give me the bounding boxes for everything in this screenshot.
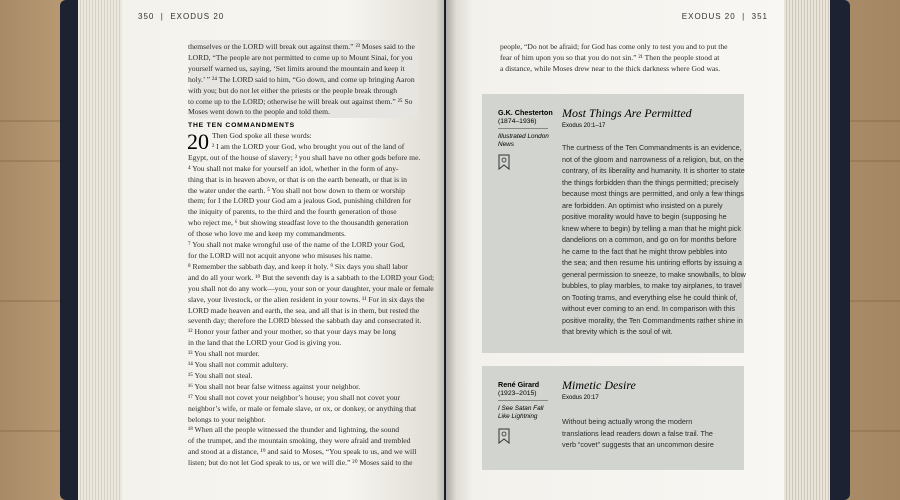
box-line: verb “covet” suggests that an uncommon desire: [562, 440, 714, 449]
box-line: positive morality, the Ten Commandments rather shine in: [562, 315, 743, 325]
left-page-number: 350: [138, 12, 155, 21]
text-line: you shall not do any work—you, your son or your daughter, your male or female: [188, 283, 434, 293]
text-line: ¹⁵ You shall not steal.: [188, 370, 253, 380]
commentary-box-chesterton: [482, 94, 744, 353]
box-line: on Tooting trams, and everything else he could think of,: [562, 292, 738, 302]
section-heading: THE TEN COMMANDMENTS: [188, 122, 295, 129]
text-line: ¹⁸ When all the people witnessed the thunder and lightning, the sound: [188, 425, 400, 435]
box-line: because most things are permitted, and only a few things: [562, 189, 744, 198]
text-line: the water under the earth. ⁵ You shall not bow down to them or worship: [188, 185, 405, 195]
right-top-passage: [500, 42, 728, 75]
box-line: translations lead readers down a false trail. The: [562, 428, 713, 438]
right-running-head: EXODUS 20 | 351: [681, 12, 768, 21]
box-line: bubbles, to play marbles, to make toy airplanes, to travel: [562, 281, 742, 290]
text-line: with you; but do not let either the priests or the people break through: [188, 85, 397, 95]
box-line: that brevity which is the soul of wit.: [562, 327, 673, 336]
left-top-passage: [188, 42, 415, 118]
text-line: and do all your work. ¹⁰ But the seventh day is a sabbath to the LORD your God;: [188, 272, 435, 282]
text-line: LORD made heaven and earth, the sea, and all that is in them, but rested the: [188, 305, 420, 315]
box-source: [498, 133, 549, 150]
text-line: ⁸ Remember the sabbath day, and keep it holy. ⁹ Six days you shall labor: [188, 261, 408, 271]
box-line: without ever coming to an end. In comparison with this: [562, 304, 735, 313]
text-line: yourself warned us, saying, ‘Set limits around the mountain and keep it: [188, 63, 405, 73]
text-line: of the trumpet, and the mountain smoking, they were afraid and trembled: [188, 436, 411, 446]
text-line: them; for I the LORD your God am a jealous God, punishing children for: [188, 196, 412, 206]
text-line: to come up to the LORD; otherwise he will break out against them.” ²⁵ So: [188, 96, 413, 106]
text-line: the iniquity of parents, to the third and the fourth generation of those: [188, 207, 397, 217]
left-book-chapter: EXODUS 20: [170, 12, 225, 21]
box-line: positive morality would have to begin (supposing he: [562, 212, 727, 221]
box-dates: (1874–1936): [498, 118, 537, 125]
text-line: a distance, while Moses drew near to the thick darkness where God was.: [500, 63, 721, 73]
text-line: Then God spoke all these words:: [212, 131, 312, 140]
box-author: René Girard: [498, 380, 540, 389]
right-page-edges: [784, 0, 830, 500]
commentary-box-girard: [482, 366, 744, 470]
box-body: [562, 142, 746, 338]
right-book-chapter: EXODUS 20: [681, 12, 736, 21]
box-source-line: I See Satan Fall: [498, 405, 544, 412]
bookmark-emblem-icon: [498, 428, 510, 444]
box-line: dandelions on a common, and go on for months before: [562, 235, 737, 244]
text-line: Egypt, out of the house of slavery; ³ you shall have no other gods before me.: [188, 152, 421, 162]
text-line: ⁷ You shall not make wrongful use of the name of the LORD your God,: [188, 240, 405, 250]
box-line: are forbidden. An optimist who insisted on a purely: [562, 200, 723, 210]
left-page-edges: [78, 0, 128, 500]
box-title: Most Things Are Permitted: [562, 106, 692, 120]
box-dates: (1923–2015): [498, 390, 537, 397]
box-title: Mimetic Desire: [562, 378, 636, 392]
box-author: G.K. Chesterton: [498, 108, 553, 117]
box-line: Without being actually wrong the modern: [562, 417, 693, 426]
text-line: thing that is in heaven above, or that is on the earth beneath, or that is in: [188, 174, 407, 184]
box-line: not of the gloom and narrowness of a religion, but, on the: [562, 154, 744, 164]
box-line: general permission to sneeze, to make snowballs, to blow: [562, 269, 746, 279]
book-gutter: [436, 0, 456, 500]
left-running-head: 350 | EXODUS 20: [138, 12, 225, 21]
box-source: [498, 405, 543, 422]
box-source-line: News: [498, 141, 514, 149]
text-line: in the land that the LORD your God is giving you.: [188, 338, 342, 348]
box-line: contrary, of its liberality and humanity. It is shorter to state: [562, 166, 745, 175]
right-page-number: 351: [751, 12, 768, 21]
text-line: belongs to your neighbor.: [188, 414, 266, 424]
text-line: neighbor’s wife, or male or female slave, or ox, or donkey, or anything that: [188, 403, 417, 413]
text-line: LORD, “The people are not permitted to come up to Mount Sinai, for you: [188, 52, 413, 62]
text-line: ¹⁷ You shall not covet your neighbor’s house; you shall not covet your: [188, 392, 401, 402]
text-line: people, “Do not be afraid; for God has come only to test you and to put the: [500, 42, 728, 51]
text-line: ¹² Honor your father and your mother, so that your days may be long: [188, 327, 396, 337]
bookmark-emblem-icon: [498, 154, 510, 170]
box-line: the sea; and then resume his untiring efforts by issuing a: [562, 258, 743, 267]
box-reference: Exodus 20:1–17: [562, 123, 606, 129]
box-line: The curtness of the Ten Commandments is an evidence,: [562, 143, 742, 152]
text-line: for the LORD will not acquit anyone who misuses his name.: [188, 250, 373, 260]
box-line: the things forbidden than the things permitted; precisely: [562, 177, 739, 187]
box-body: [562, 416, 714, 451]
box-line: knew where to begin) by telling a man that he might pick: [562, 223, 741, 233]
box-rule: [498, 128, 548, 129]
text-line: fear of him upon you so that you do not sin.” ²¹ Then the people stood at: [500, 52, 720, 62]
box-source-line: Illustrated London: [498, 133, 549, 140]
left-main-passage: [188, 131, 434, 469]
text-line: themselves or the LORD will break out against them.” ²³ Moses said to the: [188, 42, 415, 51]
text-line: ¹³ You shall not murder.: [188, 349, 260, 359]
box-line: he came to the fact that he might throw pebbles into: [562, 246, 728, 256]
text-line: ¹⁶ You shall not bear false witness against your neighbor.: [188, 381, 361, 391]
text-line: ² I am the LORD your God, who brought you out of the land of: [212, 141, 405, 151]
box-source-line: Like Lightning: [498, 413, 538, 421]
text-line: holy.’ ” ²⁴ The LORD said to him, “Go down, and come up bringing Aaron: [188, 74, 415, 84]
text-line: Moses went down to the people and told them.: [188, 107, 330, 117]
text-line: who reject me, ⁶ but showing steadfast love to the thousandth generation: [188, 218, 409, 228]
text-line: listen; but do not let God speak to us, or we will die.” ²⁰ Moses said to the: [188, 458, 413, 468]
chapter-number: 20: [187, 129, 209, 154]
box-rule: [498, 400, 548, 401]
text-line: slave, your livestock, or the alien resident in your towns. ¹¹ For in six days the: [188, 294, 425, 304]
text-line: of those who love me and keep my commandments.: [188, 229, 346, 239]
text-line: ⁴ You shall not make for yourself an idol, whether in the form of any-: [188, 163, 399, 173]
text-line: and stood at a distance, ¹⁹ and said to Moses, “You speak to us, and we will: [188, 447, 417, 457]
text-line: ¹⁴ You shall not commit adultery.: [188, 360, 288, 370]
box-reference: Exodus 20:17: [562, 395, 599, 401]
text-line: seventh day; therefore the LORD blessed the sabbath day and consecrated it.: [188, 316, 422, 326]
